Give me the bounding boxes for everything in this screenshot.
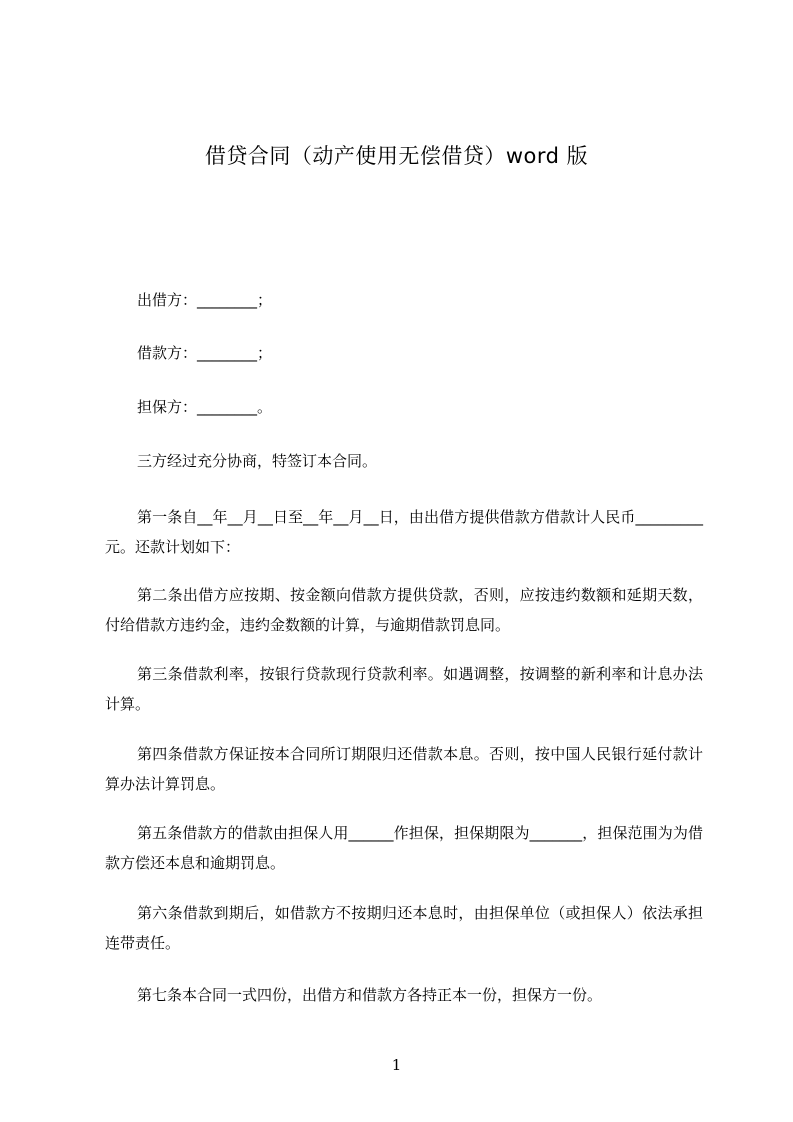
intro-text: 三方经过充分协商，特签订本合同。 — [137, 452, 378, 470]
party-guarantor: 担保方：________。 — [137, 398, 273, 416]
party-borrower: 借款方：________； — [137, 344, 273, 362]
article-6: 第六条借款到期后，如借款方不按期归还本息时，由担保单位（或担保人）依法承担连带责任。 — [105, 904, 703, 952]
article-2: 第二条出借方应按期、按金额向借款方提供贷款，否则，应按违约数额和延期天数，付给借款方违约金，违约金数额的计算，与逾期借款罚息同。 — [105, 586, 703, 634]
article-4: 第四条借款方保证按本合同所订期限归还借款本息。否则，按中国人民银行延付款计算办法计算罚息。 — [105, 745, 703, 793]
article-3: 第三条借款利率，按银行贷款现行贷款利率。如遇调整，按调整的新利率和计息办法计算。 — [105, 665, 703, 713]
article-7: 第七条本合同一式四份，出借方和借款方各持正本一份，担保方一份。 — [137, 986, 603, 1004]
page-number: 1 — [391, 1056, 402, 1074]
party-lender: 出借方：________； — [137, 291, 273, 309]
article-1: 第一条自__年__月__日至__年__月__日，由出借方提供借款方借款计人民币_________元。还款计划如下： — [105, 508, 703, 556]
document-title: 借贷合同（动产使用无偿借贷）word 版 — [204, 144, 589, 168]
article-5: 第五条借款方的借款由担保人用______作担保，担保期限为_______，担保范围为为借款方偿还本息和逾期罚息。 — [105, 824, 703, 872]
